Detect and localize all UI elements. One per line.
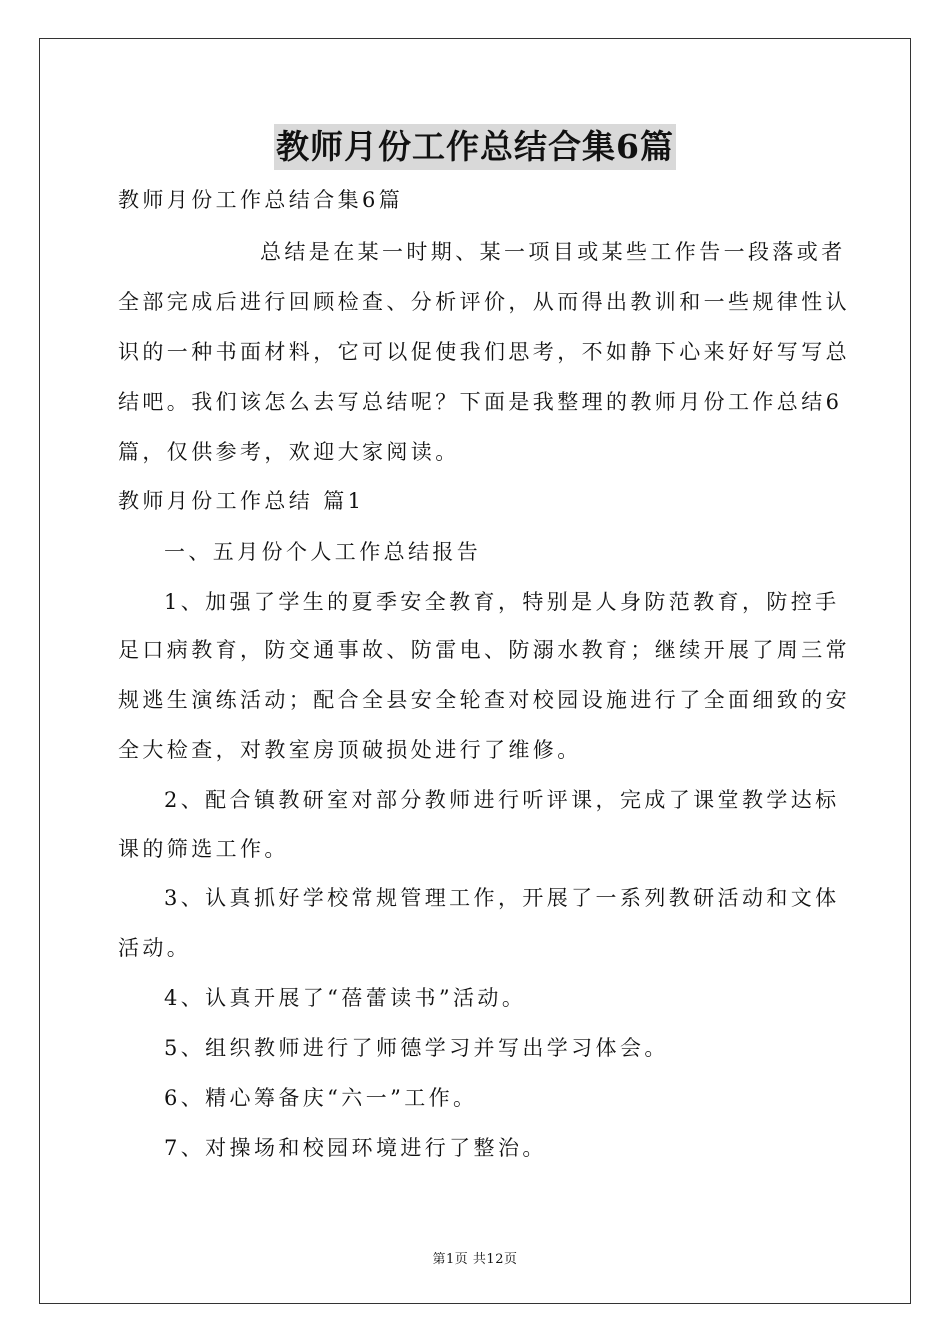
item-3-line-1: 3、认真抓好学校常规管理工作，开展了一系列教研活动和文体 xyxy=(164,886,840,910)
intro-line-4: 结吧。我们该怎么去写总结呢？下面是我整理的教师月份工作总结6 xyxy=(118,390,843,414)
intro-line-3: 识的一种书面材料，它可以促使我们思考，不如静下心来好好写写总 xyxy=(118,340,850,364)
subtitle-line: 教师月份工作总结合集6篇 xyxy=(118,188,404,212)
item-4: 4、认真开展了“蓓蕾读书”活动。 xyxy=(164,986,527,1010)
title-container xyxy=(0,124,950,170)
intro-line-5: 篇，仅供参考，欢迎大家阅读。 xyxy=(118,440,460,464)
item-5: 5、组织教师进行了师德学习并写出学习体会。 xyxy=(164,1036,669,1060)
section-heading: 教师月份工作总结 篇1 xyxy=(118,489,365,513)
intro-line-1: 总结是在某一时期、某一项目或某些工作告一段落或者 xyxy=(260,240,846,264)
item-2-line-1: 2、配合镇教研室对部分教师进行听评课，完成了课堂教学达标 xyxy=(164,788,840,812)
document-title: 教师月份工作总结合集6篇 xyxy=(274,124,676,170)
item-1-line-3: 规逃生演练活动；配合全县安全轮查对校园设施进行了全面细致的安 xyxy=(118,688,850,712)
intro-line-2: 全部完成后进行回顾检查、分析评价，从而得出教训和一些规律性认 xyxy=(118,290,850,314)
item-1-line-1: 1、加强了学生的夏季安全教育，特别是人身防范教育，防控手 xyxy=(164,590,840,614)
page-border xyxy=(39,38,911,1304)
item-2-line-2: 课的筛选工作。 xyxy=(118,837,289,861)
page-number-footer: 第1页 共12页 xyxy=(432,1252,518,1267)
item-3-line-2: 活动。 xyxy=(118,936,192,960)
item-1-line-2: 足口病教育，防交通事故、防雷电、防溺水教育；继续开展了周三常 xyxy=(118,638,850,662)
item-7: 7、对操场和校园环境进行了整治。 xyxy=(164,1136,547,1160)
subsection-heading: 一、五月份个人工作总结报告 xyxy=(164,540,482,564)
item-6: 6、精心筹备庆“六一”工作。 xyxy=(164,1086,478,1110)
item-1-line-4: 全大检查，对教室房顶破损处进行了维修。 xyxy=(118,738,582,762)
